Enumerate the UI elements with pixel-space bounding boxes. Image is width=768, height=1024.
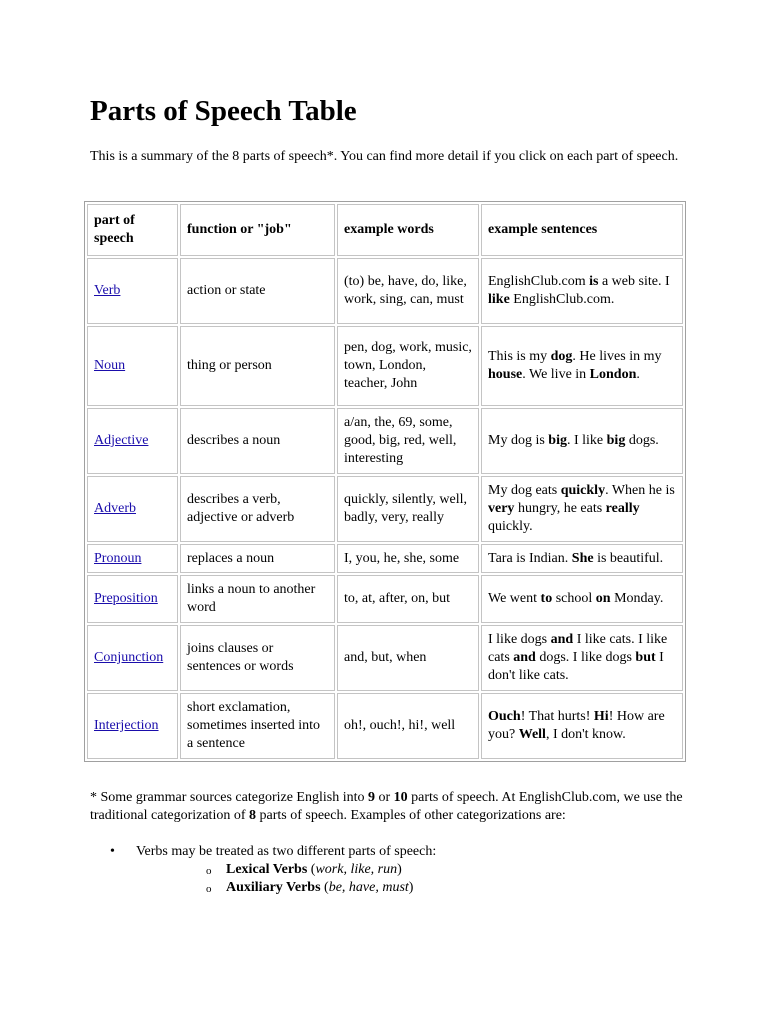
- sub-list-item: [136, 861, 690, 879]
- close-paren: ): [408, 880, 414, 895]
- text-segment: . When he is: [605, 483, 675, 498]
- text-segment: We went: [488, 591, 541, 606]
- text-segment: school: [552, 591, 596, 606]
- part-cell: [87, 544, 178, 573]
- link-adjective[interactable]: Adjective: [94, 433, 149, 448]
- sub-item-examples: be, have, must: [328, 880, 409, 895]
- table-row: [87, 476, 683, 542]
- emphasized-word: and: [550, 632, 574, 647]
- link-interjection[interactable]: Interjection: [94, 718, 159, 733]
- emphasized-word: is: [589, 274, 599, 289]
- text-segment: My dog is: [488, 433, 549, 448]
- emphasized-word: house: [488, 367, 523, 382]
- page-title: Parts of Speech Table: [90, 95, 357, 127]
- emphasized-word: very: [488, 501, 515, 516]
- part-cell: [87, 575, 178, 623]
- circle-bullet-icon: o: [206, 865, 212, 877]
- emphasized-word: and: [513, 650, 536, 665]
- emphasized-word: really: [605, 501, 640, 516]
- table-row: [87, 326, 683, 406]
- table-row: [87, 693, 683, 759]
- open-paren: (: [320, 880, 329, 895]
- emphasized-word: Well: [518, 727, 546, 742]
- emphasized-word: Ouch: [488, 709, 521, 724]
- emphasized-word: 10: [393, 790, 408, 805]
- table-row: [87, 408, 683, 474]
- words-cell: quickly, silently, well, badly, very, really: [337, 476, 479, 542]
- sub-item-term: Auxiliary Verbs: [226, 880, 321, 895]
- part-cell: [87, 326, 178, 406]
- text-segment: , I don't know.: [545, 727, 626, 742]
- table-row: [87, 258, 683, 324]
- emphasized-word: 8: [249, 808, 256, 823]
- emphasized-word: on: [595, 591, 611, 606]
- words-cell: oh!, ouch!, hi!, well: [337, 693, 479, 759]
- words-cell: I, you, he, she, some: [337, 544, 479, 573]
- text-segment: a web site. I: [598, 274, 670, 289]
- emphasized-word: She: [571, 550, 594, 566]
- text-segment: hungry, he eats: [514, 501, 606, 516]
- sentence-cell: [481, 625, 683, 691]
- sub-item-term: Lexical Verbs: [226, 862, 308, 877]
- footnote: [90, 789, 690, 825]
- list-item-text: Verbs may be treated as two different parts of speech:: [136, 844, 437, 859]
- emphasized-word: London: [589, 367, 637, 382]
- circle-bullet-icon: o: [206, 883, 212, 895]
- header-part-of-speech: part of speech: [87, 204, 178, 256]
- text-segment: I like cats. I like cats: [488, 632, 668, 665]
- sentence-cell: [481, 544, 683, 573]
- text-segment: parts of speech. At EnglishClub.com, we use the traditional categorization of: [90, 790, 683, 823]
- close-paren: ): [397, 862, 402, 877]
- sub-list: [136, 861, 690, 897]
- emphasized-word: big: [606, 433, 626, 448]
- table-row: [87, 544, 683, 573]
- bullet-icon: •: [110, 844, 115, 859]
- text-segment: dogs.: [625, 433, 659, 448]
- function-cell: describes a noun: [180, 408, 335, 474]
- link-pronoun[interactable]: Pronoun: [94, 550, 142, 566]
- header-example-sentences: example sentences: [481, 204, 683, 256]
- list-item: [90, 843, 690, 897]
- words-cell: and, but, when: [337, 625, 479, 691]
- emphasized-word: 9: [367, 790, 375, 805]
- sentence-cell: [481, 693, 683, 759]
- function-cell: action or state: [180, 258, 335, 324]
- text-segment: I like dogs: [488, 632, 551, 647]
- table-row: [87, 575, 683, 623]
- text-segment: or: [374, 790, 394, 805]
- text-segment: . We live in: [522, 367, 590, 382]
- header-function: function or "job": [180, 204, 335, 256]
- link-adverb[interactable]: Adverb: [94, 501, 136, 516]
- table-header-row: [87, 204, 683, 256]
- sentence-cell: [481, 408, 683, 474]
- function-cell: thing or person: [180, 326, 335, 406]
- sentence-cell: [481, 258, 683, 324]
- text-segment: Tara is Indian.: [488, 550, 572, 566]
- intro-text: This is a summary of the 8 parts of speech*. You can find more detail if you click on each part of speech.: [90, 149, 679, 164]
- link-verb[interactable]: Verb: [94, 283, 121, 298]
- function-cell: joins clauses or sentences or words: [180, 625, 335, 691]
- link-preposition[interactable]: Preposition: [94, 591, 158, 606]
- text-segment: . He lives in my: [572, 349, 662, 364]
- words-cell: a/an, the, 69, some, good, big, red, well, interesting: [337, 408, 479, 474]
- emphasized-word: but: [635, 650, 656, 665]
- function-cell: links a noun to another word: [180, 575, 335, 623]
- words-cell: to, at, after, on, but: [337, 575, 479, 623]
- link-noun[interactable]: Noun: [94, 358, 126, 373]
- text-segment: EnglishClub.com.: [509, 292, 615, 307]
- function-cell: describes a verb, adjective or adverb: [180, 476, 335, 542]
- text-segment: dogs. I like dogs: [535, 650, 636, 665]
- emphasized-word: to: [540, 591, 553, 606]
- emphasized-word: Hi: [593, 709, 609, 724]
- text-segment: ! How are you?: [488, 709, 665, 742]
- table-row: [87, 625, 683, 691]
- part-cell: [87, 693, 178, 759]
- part-cell: [87, 258, 178, 324]
- bullet-list: [90, 843, 690, 897]
- words-cell: (to) be, have, do, like, work, sing, can, must: [337, 258, 479, 324]
- text-segment: * Some grammar sources categorize English into: [90, 790, 368, 805]
- text-segment: parts of speech. Examples of other categorizations are:: [256, 808, 566, 823]
- link-conjunction[interactable]: Conjunction: [94, 650, 164, 665]
- text-segment: This is my: [488, 349, 551, 364]
- text-segment: .: [636, 367, 640, 382]
- parts-of-speech-table: [84, 201, 686, 762]
- open-paren: (: [307, 862, 316, 877]
- emphasized-word: big: [548, 433, 567, 448]
- text-segment: ! That hurts!: [520, 709, 594, 724]
- text-segment: EnglishClub.com: [488, 274, 590, 289]
- text-segment: Monday.: [610, 591, 664, 606]
- header-example-words: example words: [337, 204, 479, 256]
- function-cell: short exclamation, sometimes inserted into a sentence: [180, 693, 335, 759]
- text-segment: quickly.: [488, 519, 533, 534]
- text-segment: is beautiful.: [593, 550, 664, 566]
- words-cell: pen, dog, work, music, town, London, teacher, John: [337, 326, 479, 406]
- part-cell: [87, 625, 178, 691]
- sub-item-examples: work, like, run: [315, 862, 398, 877]
- emphasized-word: quickly: [560, 483, 606, 498]
- text-segment: I don't like cats.: [488, 650, 664, 683]
- sentence-cell: [481, 326, 683, 406]
- emphasized-word: dog: [550, 349, 573, 364]
- emphasized-word: like: [488, 292, 510, 307]
- sentence-cell: [481, 575, 683, 623]
- sentence-cell: [481, 476, 683, 542]
- text-segment: . I like: [566, 433, 607, 448]
- part-cell: [87, 476, 178, 542]
- part-cell: [87, 408, 178, 474]
- sub-list-item: [136, 879, 690, 897]
- text-segment: My dog eats: [488, 483, 561, 498]
- function-cell: replaces a noun: [180, 544, 335, 573]
